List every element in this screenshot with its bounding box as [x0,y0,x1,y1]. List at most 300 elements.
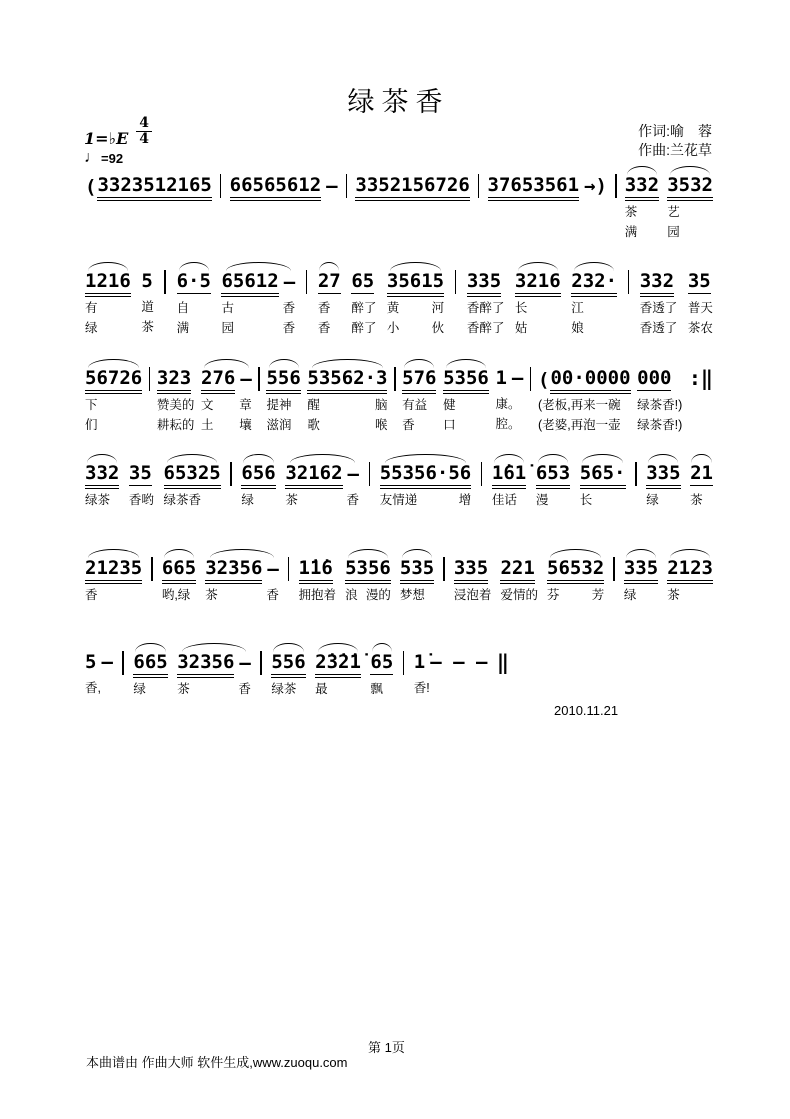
note-digits [162,558,196,581]
lyric-line-1 [85,204,212,221]
note-group [624,549,658,624]
note-digits [488,175,607,198]
beamed-notes: 332 [85,462,120,484]
note-group [133,643,167,718]
barline-stroke [151,557,153,581]
beamed-notes: 5356 [443,367,489,389]
lyric-line-2 [285,512,359,529]
lyric-syllable: 河 [431,301,445,315]
lyric-line-2: 绿 [85,321,98,335]
note-group [646,454,680,529]
lyric-line-2: 香 [402,418,415,432]
beamed-notes: 335 [453,557,489,579]
note-group [85,454,119,529]
lyric-syllable: 芳 [591,588,605,602]
lyric-line-2 [536,512,570,529]
lyric-line-1: 赞美的 [156,398,195,412]
lyric-line-2 [177,701,251,718]
lyric-line-1: 醉了 [351,301,377,315]
note-digits [177,652,251,675]
note-digits [201,368,252,391]
lyric-line-1: 有 [85,301,98,315]
note-group [85,643,113,717]
lyric-line-1: 香, [85,681,101,695]
note-digits [580,463,626,486]
lyric-line-2 [299,607,337,624]
lyric-syllable: 小 [386,321,400,335]
beamed-notes: 665 [133,651,168,673]
beamed-notes: 576 [402,367,437,389]
lyric-line-1 [177,681,251,698]
lyric-line-1 [201,397,252,414]
lyric-line-1: 拥抱着 [298,588,337,602]
note-digits [351,271,374,294]
lyric-line-1: 绿 [646,493,659,507]
note-group [667,166,713,241]
lyric-line-2: 绿茶香!) [637,418,683,432]
note-digits [370,652,393,675]
lyric-syllable: 增 [458,493,472,507]
note-digits [467,271,501,294]
lyric-syllable: 香 [266,588,279,602]
beamed-notes: 332 [639,270,675,292]
lyric-syllable: 黄 [386,301,400,315]
barline [369,454,371,486]
lyric-line-1: 康。 [495,397,521,411]
lyric-syllable: 芬 [547,588,560,602]
lyric-line-2 [500,607,538,624]
barline-stroke [530,367,532,391]
note-digits [538,368,631,391]
lyric-line-1 [387,300,444,317]
barline [288,549,290,581]
barline-stroke [613,557,615,581]
note-digits [495,368,523,390]
beamed-notes: 5 [141,270,153,292]
lyric-line-1: 漫 [535,493,549,507]
beamed-notes: 665 [161,557,197,579]
note-digits [646,463,680,486]
barline-stroke [230,462,232,486]
note-digits [443,368,489,391]
music-system-1 [85,166,713,241]
note-extension: — [283,271,296,293]
lyric-syllable: 香 [282,321,296,335]
lyric-syllable: 园 [221,321,234,335]
lyric-line-1 [380,492,472,509]
note-digits [667,558,713,581]
note-group [85,359,142,434]
note-group [85,166,212,241]
lyric-syllable: 茶 [177,682,190,696]
barline [635,454,637,486]
lyric-line-2 [414,700,488,717]
lyric-line-1: 香! [413,681,430,695]
note-group [495,359,523,433]
beamed-notes: 32356 [177,651,235,673]
lyric-line-2 [345,607,391,624]
lyric-line-2 [129,512,154,529]
lyric-syllable: 漫的 [365,588,391,602]
lyric-line-2 [85,512,119,529]
note-group [515,262,561,337]
note-digits [667,175,713,198]
note-group [571,262,617,337]
note-digits [241,463,275,486]
meter-denominator: 4 [136,131,152,147]
note-digits [380,463,472,486]
note-group [177,643,251,718]
lyric-line-1: 爱情的 [500,588,538,602]
note-group [667,549,713,624]
note-group [640,262,678,337]
key-signature: 1=♭E [84,129,129,148]
quarter-note-icon: ♩ [84,149,100,166]
lyric-line-1: 最 [315,682,328,696]
beamed-notes: 3532 [667,174,713,196]
lyric-line-1: 飘 [370,682,383,696]
beamed-notes: 56532 [547,557,605,579]
beamed-notes: 232· [571,270,618,292]
beamed-notes: 1̇ [413,651,426,673]
note-digits [315,652,361,675]
lyric-syllable: 香 [282,301,296,315]
lyric-line-2: 姑 [514,321,528,335]
note-digits [387,271,444,294]
lyric-line-1: 长 [514,301,528,315]
note-digits [307,368,387,391]
note-extension: — [326,175,338,197]
lyric-line-1: 道 [141,300,154,314]
note-group [230,166,338,241]
repeat-end-barline [689,359,713,389]
music-system-3 [85,359,713,434]
barline-stroke [481,462,483,486]
lyric-line-2 [133,701,167,718]
composer-credit: 作曲:兰花草 [638,142,712,158]
note-group [488,166,607,241]
note-group [285,454,359,529]
barline-stroke [164,270,166,294]
barline [164,262,166,294]
lyric-syllable: 文 [201,398,214,412]
key-tempo-block [84,116,152,167]
beamed-notes: 21 [690,462,713,484]
lyric-line-1: 香醉了 [466,301,505,315]
lyric-line-2: 香醉了 [466,321,505,335]
note-digits [85,652,113,674]
beamed-notes: 6·5 [176,270,211,292]
note-group [307,359,387,434]
lyric-syllable: 歌 [307,418,320,432]
note-digits [164,463,221,486]
time-signature [136,116,152,147]
barline-stroke [394,367,396,391]
lyric-syllable: 伙 [431,321,445,335]
barline [615,166,617,198]
note-digits [640,271,674,294]
lyric-line-1 [547,587,604,604]
note-group [315,643,361,718]
lyric-line-1: 绿茶 [85,493,111,507]
lyric-line-2 [580,512,626,529]
barline [149,359,151,391]
lyric-line-1: 长 [579,493,593,507]
note-digits [536,463,570,486]
beamed-notes: 65612 [221,270,279,292]
note-group [547,549,604,624]
beamed-notes: 27 [317,270,341,292]
barline [306,262,308,294]
lyric-line-1: 绿 [133,682,146,696]
barline-stroke [306,270,308,294]
lyric-line-1: 茶 [667,588,680,602]
beamed-notes: 65 [351,270,375,292]
lyric-syllable: 友情递 [379,493,418,507]
note-digits [625,175,659,198]
note-digits [500,558,534,581]
lyric-line-1: 普天 [687,301,713,315]
barline-stroke [260,651,262,675]
barline [478,166,480,198]
beamed-notes: 565· [579,462,626,484]
barline [394,359,396,391]
lyric-syllable: 壤 [239,418,252,432]
lyric-line-1 [345,587,391,604]
note-group [690,454,713,529]
beamed-notes: 1̇1̇6 [298,557,333,579]
footer-credit: 本曲谱由 作曲大师 软件生成,www.zuoqu.com [86,1055,348,1070]
note-digits [571,271,617,294]
note-digits [637,368,671,391]
beamed-notes: 335 [623,557,659,579]
barline [220,166,222,198]
lyric-line-1: 绿茶香 [163,493,202,507]
lyric-line-2 [400,607,434,624]
note-digits [400,558,434,581]
note-extension: — [240,368,252,390]
phrase-paren: ( [538,369,550,391]
beamed-notes: 323 [156,367,192,389]
barline-stroke [635,462,637,486]
music-system-5 [85,549,713,624]
lyric-line-2: 香 [317,321,331,335]
lyric-line-2: 茶农 [687,321,713,335]
lyric-line-2 [690,512,713,529]
lyric-line-2 [201,417,252,434]
beamed-notes: 653 [535,462,571,484]
lyric-line-1: 江 [571,301,584,315]
lyric-line-2: 茶 [141,320,154,334]
note-group [241,454,275,529]
note-extension: — [267,558,279,580]
tempo-value: =92 [101,150,124,166]
lyric-syllable: 醒 [307,398,320,412]
lyric-line-1 [307,397,387,414]
note-group [177,262,211,337]
music-system-2 [85,262,713,337]
barline [258,359,260,391]
note-group [637,359,682,434]
lyric-line-1: 浸泡着 [453,588,492,602]
lyric-line-1 [230,204,338,221]
beamed-notes: 535 [399,557,435,579]
lyric-syllable: 喉 [374,418,388,432]
lyric-line-2: 滋润 [266,418,292,432]
beamed-notes: 221 [500,557,535,579]
note-digits [221,271,295,294]
note-digits [688,271,711,294]
note-digits [85,558,142,581]
beamed-notes: 332 [624,174,660,196]
note-group [414,643,488,717]
note-group [454,549,492,624]
beamed-notes: 37653561 [487,174,580,196]
note-group [266,359,300,434]
composition-date: 2010.11.21 [554,703,619,718]
beamed-notes: 53562·3 [307,367,388,389]
note-group [351,262,376,337]
beamed-notes: 32356 [205,557,263,579]
barline [455,262,457,294]
credits [638,122,712,160]
lyric-line-1: 香 [317,301,331,315]
lyric-syllable: 香 [238,682,251,696]
beamed-notes: 1216 [85,270,131,292]
beamed-notes: 55356·56 [379,462,472,484]
note-group [141,262,154,336]
barline [260,643,262,675]
note-digits [205,558,279,581]
lyric-line-2: 园 [667,225,680,239]
barline [613,549,615,581]
note-digits [230,175,338,198]
barline-stroke [443,557,445,581]
note-digits [85,271,131,294]
note-digits [157,368,191,391]
note-digits [402,368,436,391]
barline-stroke [346,174,348,198]
lyric-syllable: 章 [239,398,252,412]
lyric-syllable: 茶 [285,493,298,507]
lyric-line-1: 绿茶 [271,682,297,696]
note-group [162,549,196,624]
note-group [580,454,626,529]
lyric-line-1: 梦想 [399,588,425,602]
lyric-line-1: 有益 [402,398,428,412]
lyric-line-1 [488,204,607,221]
beamed-notes: 65 [370,651,394,673]
beamed-notes: 556 [271,651,306,673]
lyric-line-1: 香透了 [639,301,678,315]
lyric-line-2 [387,320,444,337]
note-extension: — [347,463,359,485]
barline [122,643,124,675]
note-digits [690,463,713,486]
note-group [536,454,570,529]
lyric-line-2: 香透了 [639,321,678,335]
note-digits [133,652,167,675]
note-group [85,549,142,624]
note-group [355,166,469,241]
barline [230,454,232,486]
lyric-line-2 [454,607,492,624]
barline [530,359,532,391]
beamed-notes: 1 [495,367,507,389]
lyric-line-2: (老婆,再泡一壶 [538,418,621,432]
phrase-paren: ( [85,176,97,198]
meter-numerator: 4 [139,115,150,131]
note-digits [85,463,119,486]
lyric-line-2: 满 [176,321,190,335]
note-digits [85,175,212,198]
note-group [370,643,393,718]
music-system-4 [85,454,713,529]
note-digits [141,271,152,293]
lyric-line-2 [162,607,196,624]
note-extension: — [239,652,251,674]
note-digits [547,558,604,581]
note-digits [515,271,561,294]
beamed-notes: 5356 [345,557,391,579]
lyric-line-2 [221,320,295,337]
beamed-notes: 335 [466,270,502,292]
note-extension: — [101,651,113,673]
beamed-notes: 35615 [386,270,445,292]
lyric-line-2 [205,607,279,624]
note-group [467,262,505,337]
barline-stroke [149,367,151,391]
lyric-line-1 [355,204,469,221]
barline [151,549,153,581]
barline [481,454,483,486]
note-group [201,359,252,434]
lyric-line-1: 哟,绿 [161,588,191,602]
beamed-notes: 335 [646,462,681,484]
beamed-notes: 66565612 [229,174,322,196]
lyric-line-1: 绿 [241,493,254,507]
lyric-line-2 [547,607,604,624]
barline-stroke [455,270,457,294]
note-extension: →) [584,175,607,197]
beamed-notes: 35 [687,270,711,292]
note-digits [285,463,359,486]
lyric-line-2: 耕耘的 [156,418,195,432]
lyric-line-1 [205,587,279,604]
note-group [443,359,489,434]
lyric-line-1: 健 [443,398,456,412]
barline-stroke [628,270,630,294]
lyric-syllable: 脑 [374,398,388,412]
lyric-line-2 [667,607,713,624]
lyric-line-2 [271,701,305,718]
beamed-notes: 656 [241,462,276,484]
lyric-line-1: 艺 [667,205,680,219]
lyric-line-1 [221,300,295,317]
note-digits [129,463,152,486]
note-group [400,549,434,624]
beamed-notes: 276 [201,367,236,389]
barline-stroke [369,462,371,486]
lyric-line-1: 茶 [690,493,703,507]
note-group [129,454,154,529]
lyric-line-2: 满 [624,225,638,239]
lyric-syllable: 茶 [205,588,218,602]
beamed-notes: 2123 [667,557,713,579]
beamed-notes: 3216 [514,270,561,292]
barline-stroke [220,174,222,198]
beamed-notes: 65325 [163,462,221,484]
